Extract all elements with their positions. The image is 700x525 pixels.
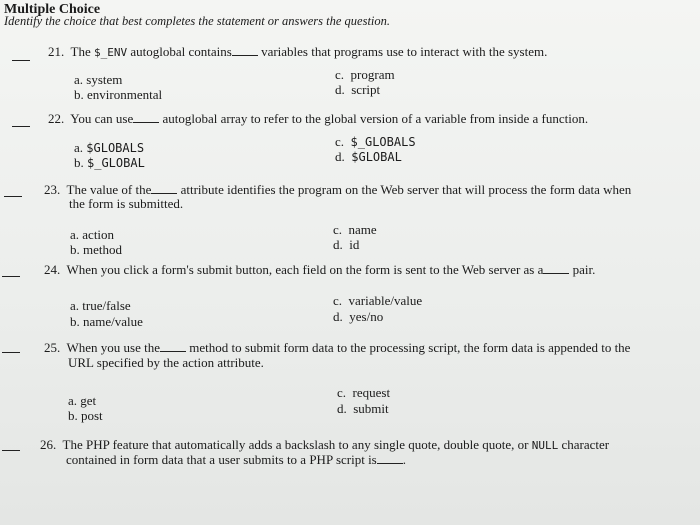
answer-blank-22[interactable] <box>12 126 30 127</box>
option-c[interactable]: c. request <box>337 385 391 400</box>
option-a[interactable]: a. system <box>74 72 123 87</box>
option-d[interactable]: d. script <box>335 82 381 97</box>
answer-blank-21[interactable] <box>12 60 30 61</box>
option-c[interactable]: c. variable/value <box>333 293 423 308</box>
fill-blank <box>160 341 186 352</box>
option-c[interactable]: c. name <box>333 222 377 237</box>
question-25-stem: 25. When you use the method to submit form data to the processing script, the form data is appended to the <box>44 340 631 355</box>
option-b[interactable]: b. environmental <box>74 87 163 102</box>
option-d[interactable]: d. $GLOBAL <box>335 149 402 164</box>
question-number: 21. <box>48 44 65 59</box>
question-26-stem-cont: contained in form data that a user submits to a PHP script is . <box>66 452 406 467</box>
fill-blank <box>232 45 258 56</box>
option-c[interactable]: c. program <box>335 67 395 82</box>
option-a[interactable]: a. $GLOBALS <box>74 140 145 155</box>
question-23-stem: 23. The value of the attribute identifies the program on the Web server that will process the form data when <box>44 182 632 197</box>
answer-blank-24[interactable] <box>2 276 20 277</box>
option-c[interactable]: c. $_GLOBALS <box>335 134 416 149</box>
option-b[interactable]: b. name/value <box>70 314 143 329</box>
option-a[interactable]: a. action <box>70 227 115 242</box>
question-21-stem <box>48 44 547 60</box>
option-b[interactable]: b. method <box>70 242 122 257</box>
question-text: autoglobal contains <box>127 44 232 59</box>
option-d[interactable]: d. yes/no <box>333 309 384 324</box>
fill-blank <box>543 263 569 274</box>
fill-blank <box>133 112 159 123</box>
section-title: Multiple Choice <box>4 2 101 17</box>
code-token: NULL <box>531 439 559 452</box>
question-text: The <box>70 44 94 59</box>
question-23-stem-cont: the form is submitted. <box>69 196 184 211</box>
question-25-stem-cont: URL specified by the action attribute. <box>68 355 264 370</box>
option-d[interactable]: d. submit <box>337 401 389 416</box>
option-b[interactable]: b. post <box>68 408 103 423</box>
answer-blank-25[interactable] <box>2 352 20 353</box>
answer-blank-23[interactable] <box>4 196 22 197</box>
option-b[interactable]: b. $_GLOBAL <box>74 155 145 170</box>
fill-blank <box>151 183 177 194</box>
question-22-stem: 22. You can use autoglobal array to refer to the global version of a variable from inside a function. <box>48 111 589 126</box>
fill-blank <box>377 453 403 464</box>
question-24-stem: 24. When you click a form's submit button, each field on the form is sent to the Web server as a pair. <box>44 262 596 277</box>
instructions-text: Identify the choice that best completes the statement or answers the question. <box>4 14 391 28</box>
option-a[interactable]: a. true/false <box>70 298 131 313</box>
code-token: $_ENV <box>93 46 128 59</box>
question-text: variables that programs use to interact with the system. <box>257 44 548 59</box>
question-26-stem: 26. The PHP feature that automatically adds a backslash to any single quote, double quote, or NULL character <box>40 437 610 452</box>
option-a[interactable]: a. get <box>68 393 97 408</box>
option-d[interactable]: d. id <box>333 237 360 252</box>
answer-blank-26[interactable] <box>2 450 20 451</box>
